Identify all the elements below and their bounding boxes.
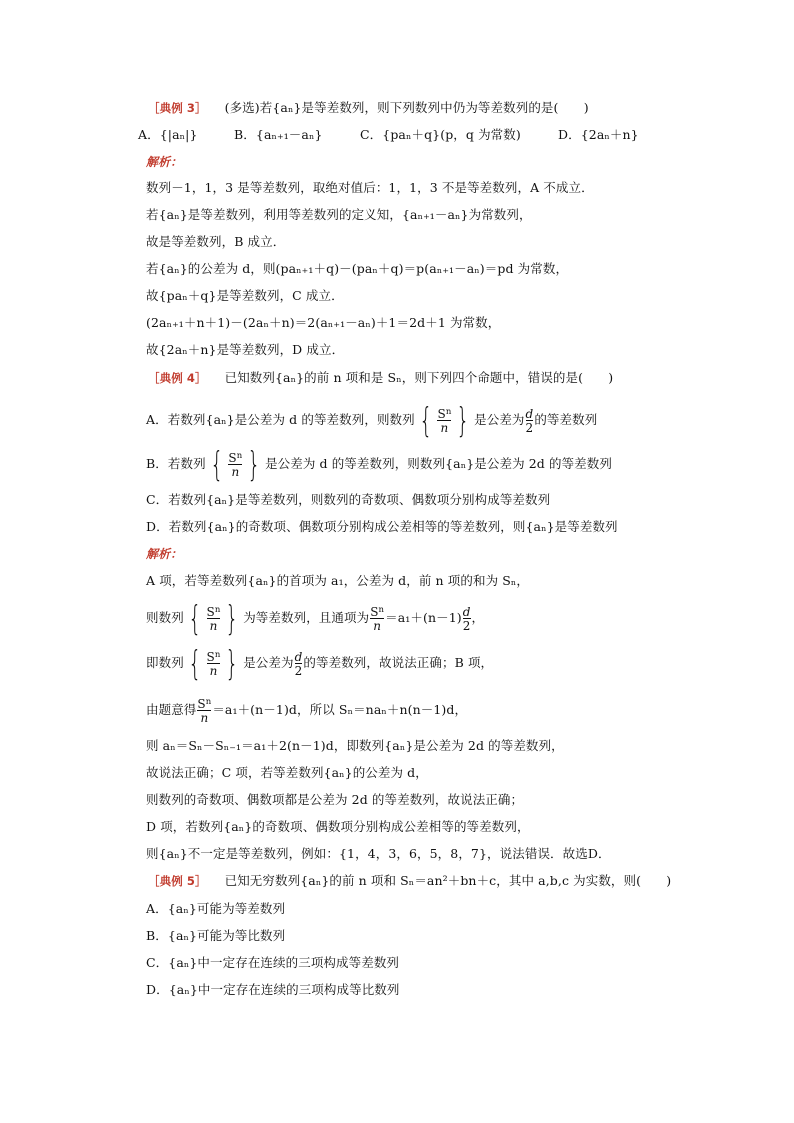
example-3-option-a: A．{|aₙ|} <box>138 127 198 142</box>
example-3-option-d: D．{2aₙ＋n} <box>558 127 639 142</box>
comma: ， <box>471 610 485 625</box>
option-b-text: B．若数列 <box>146 456 206 471</box>
example-4-solution-line: A 项，若等差数列{aₙ}的首项为 a₁，公差为 d，前 n 项的和为 Sₙ， <box>146 573 530 588</box>
left-brace-icon: { <box>210 444 224 485</box>
example-3-option-c: C．{paₙ＋q}(p，q 为常数) <box>360 127 521 142</box>
example-4-solution-line: 则{aₙ}不一定是等差数列，例如：{1，4，3，6，5，8，7}，说法错误．故选D． <box>146 846 611 861</box>
example-3-heading <box>148 100 589 116</box>
example-3-solution-label: 解析： <box>146 155 183 169</box>
example-5-option-d: D．{aₙ}中一定存在连续的三项构成等比数列 <box>146 982 400 997</box>
sol3-mid: 是公差为 <box>243 655 294 670</box>
example-4-heading <box>148 370 613 386</box>
sol3-pre: 即数列 <box>146 655 184 670</box>
example-3-solution-line: 故{2aₙ＋n}是等差数列，D 成立． <box>146 342 345 357</box>
example-4-solution-line <box>146 643 493 683</box>
example-3-solution-line: 数列－1，1，3 是等差数列，取绝对值后：1，1，3 不是等差数列，A 不成立． <box>146 180 594 195</box>
example-3-tag: ［典例 3］ <box>148 101 207 115</box>
left-brace-icon: { <box>188 643 202 684</box>
option-a-mid-text: 是公差为 <box>474 412 525 427</box>
example-4-solution-line <box>146 690 467 730</box>
example-5-option-c: C．{aₙ}中一定存在连续的三项构成等差数列 <box>146 955 400 970</box>
example-4-option-a <box>146 400 597 440</box>
fraction-s-over-n: $\frac{S^n}{n}$ <box>228 450 243 479</box>
example-5-option-b: B．{aₙ}可能为等比数列 <box>146 928 286 943</box>
example-4-option-d: D．若数列{aₙ}的奇数项、偶数项分别构成公差相等的等差数列，则{aₙ}是等差数列 <box>146 519 618 534</box>
left-brace-icon: { <box>419 400 433 441</box>
fraction-s-over-n: $\frac{S^n}{n}$ <box>206 649 221 678</box>
right-brace-icon: } <box>225 643 239 684</box>
fraction-s-over-n: $\frac{S^n}{n}$ <box>437 406 452 435</box>
sol2-post: ＝a₁＋(n－1) <box>385 610 462 625</box>
fraction-d-over-2: $\frac{d}{2}$ <box>525 406 534 435</box>
example-3-solution-line: 若{aₙ}的公差为 d，则(paₙ₊₁＋q)－(paₙ＋q)＝p(aₙ₊₁－aₙ)＝pd 为常数， <box>146 261 569 276</box>
example-5-heading <box>148 873 671 889</box>
example-3-solution-line: 若{aₙ}是等差数列，利用等差数列的定义知，{aₙ₊₁－aₙ}为常数列， <box>146 207 532 222</box>
option-a-text: A．若数列{aₙ}是公差为 d 的等差数列，则数列 <box>146 412 415 427</box>
example-4-question: 已知数列{aₙ}的前 n 项和是 Sₙ，则下列四个命题中，错误的是( ) <box>224 370 614 385</box>
example-4-tag: ［典例 4］ <box>148 371 207 385</box>
example-5-question: 已知无穷数列{aₙ}的前 n 项和 Sₙ＝an²＋bn＋c，其中 a,b,c 为实数，则( ) <box>224 873 672 888</box>
example-3-solution-line: 故{paₙ＋q}是等差数列，C 成立． <box>146 288 344 303</box>
right-brace-icon: } <box>225 598 239 639</box>
example-4-solution-label: 解析： <box>146 547 183 561</box>
example-5-option-a: A．{aₙ}可能为等差数列 <box>146 901 286 916</box>
example-3-solution-line: 故是等差数列，B 成立． <box>146 234 286 249</box>
example-4-solution-line: 则 aₙ＝Sₙ－Sₙ₋₁＝a₁＋2(n－1)d，即数列{aₙ}是公差为 2d 的等差数列， <box>146 738 564 753</box>
sol4-pre: 由题意得 <box>146 702 197 717</box>
fraction-s-over-n: $\frac{S^n}{n}$ <box>197 696 212 725</box>
left-brace-icon: { <box>188 598 202 639</box>
example-4-solution-line: 故说法正确；C 项，若等差数列{aₙ}的公差为 d， <box>146 765 428 780</box>
sol2-pre: 则数列 <box>146 610 184 625</box>
fraction-d-over-2: $\frac{d}{2}$ <box>462 604 471 633</box>
option-a-post-text: 的等差数列 <box>534 412 598 427</box>
example-3-question: (多选)若{aₙ}是等差数列，则下列数列中仍为等差数列的是( ) <box>224 100 589 115</box>
sol3-post: 的等差数列，故说法正确；B 项， <box>303 655 494 670</box>
example-5-tag: ［典例 5］ <box>148 874 207 888</box>
fraction-s-over-n: $\frac{S^n}{n}$ <box>206 604 221 633</box>
example-3-option-b: B．{aₙ₊₁－aₙ} <box>234 127 323 142</box>
example-4-solution-line: 则数列的奇数项、偶数项都是公差为 2d 的等差数列，故说法正确； <box>146 792 524 807</box>
right-brace-icon: } <box>456 400 470 441</box>
example-4-solution-line: D 项，若数列{aₙ}的奇数项、偶数项分别构成公差相等的等差数列， <box>146 819 530 834</box>
example-3-solution-line: (2aₙ₊₁＋n＋1)－(2aₙ＋n)＝2(aₙ₊₁－aₙ)＋1＝2d＋1 为常数， <box>146 315 501 330</box>
right-brace-icon: } <box>247 444 261 485</box>
fraction-d-over-2: $\frac{d}{2}$ <box>294 649 303 678</box>
example-4-option-c: C．若数列{aₙ}是等差数列，则数列的奇数项、偶数项分别构成等差数列 <box>146 492 551 507</box>
sol4-post: ＝a₁＋(n－1)d，所以 Sₙ＝naₙ＋n(n－1)d， <box>212 702 468 717</box>
fraction-s-over-n: $\frac{S^n}{n}$ <box>370 604 385 633</box>
example-4-solution-line <box>146 598 484 638</box>
option-b-post-text: 是公差为 d 的等差数列，则数列{aₙ}是公差为 2d 的等差数列 <box>265 456 612 471</box>
example-4-option-b <box>146 444 612 484</box>
sol2-mid: 为等差数列，且通项为 <box>243 610 370 625</box>
